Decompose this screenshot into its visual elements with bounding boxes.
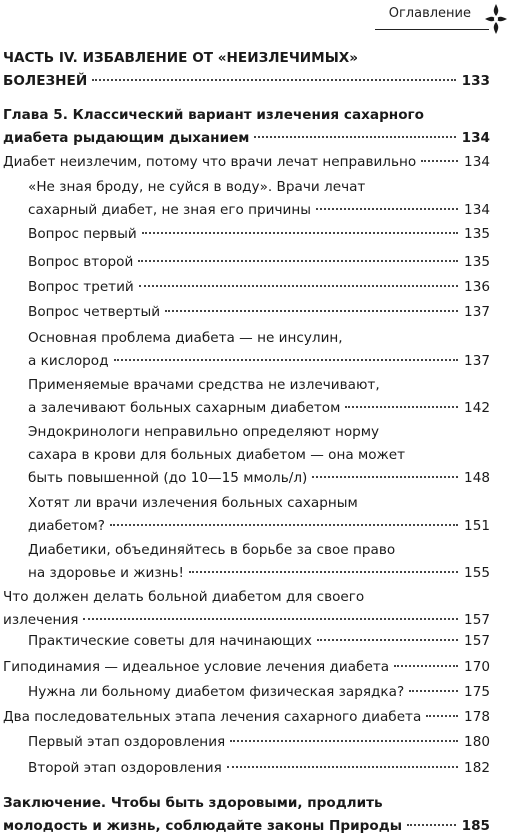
toc-entry-text: сахарный диабет, не зная его причины (28, 202, 311, 218)
toc-entry-line (3, 706, 490, 729)
toc-entry-text: БОЛЕЗНЕЙ (3, 73, 88, 89)
toc-entry (28, 421, 490, 490)
dot-leader (138, 259, 458, 262)
dot-leader (254, 135, 455, 138)
toc-entry-line (3, 586, 490, 609)
toc-entry-text: излечения (3, 612, 79, 628)
dot-leader (345, 405, 458, 408)
toc-entry-line (3, 609, 490, 632)
toc-entry-text: Нужна ли больному диабетом физическая зарядка? (28, 684, 405, 700)
toc-page-number: 134 (464, 154, 490, 170)
dot-leader (421, 159, 458, 162)
toc-entry-line (28, 397, 490, 420)
dot-leader (317, 638, 458, 641)
toc-entry-line (28, 421, 490, 444)
toc-entry-text: Применяемые врачами средства не излечивают, (28, 377, 380, 393)
dot-leader (230, 739, 458, 742)
toc-entry-text: Эндокринологи неправильно определяют норму (28, 424, 380, 440)
toc-entry (3, 706, 490, 729)
toc-entry-text: на здоровье и жизнь! (28, 565, 184, 581)
toc-entry (28, 681, 490, 704)
toc-entry-text: Вопрос четвертый (28, 304, 161, 320)
toc-entry-line (28, 681, 490, 704)
toc-page-number: 136 (464, 279, 490, 295)
toc-entry-line (28, 757, 490, 780)
toc-entry (3, 151, 490, 174)
toc-entry (3, 586, 490, 632)
dot-leader (110, 523, 458, 526)
toc-entry-line (3, 127, 490, 150)
toc-entry-line (28, 731, 490, 754)
toc-entry-text: Два последовательных этапа лечения сахарного диабета (3, 709, 422, 725)
toc-entry-line (28, 562, 490, 585)
fleuron-ornament-icon (483, 2, 509, 36)
toc-entry (28, 630, 490, 653)
dot-leader (114, 358, 459, 361)
toc-entry-text: Заключение. Чтобы быть здоровыми, продлить (3, 795, 383, 811)
toc-entry-text: а залечивают больных сахарным диабетом (28, 400, 341, 416)
toc-entry-line (3, 104, 490, 127)
toc-entry (3, 104, 490, 150)
dot-leader (142, 231, 458, 234)
toc-entry-line (28, 327, 490, 350)
toc-entry (28, 731, 490, 754)
toc-entry-text: Вопрос третий (28, 279, 134, 295)
toc-page-number: 134 (461, 130, 490, 146)
toc-entry-text: «Не зная броду, не суйся в воду». Врачи лечат (28, 179, 366, 195)
toc-entry-text: Хотят ли врачи излечения больных сахарным (28, 495, 358, 511)
dot-leader (426, 714, 458, 717)
toc-page-number: 155 (464, 565, 490, 581)
toc-entry-line (28, 301, 490, 324)
toc-page-number: 178 (464, 709, 490, 725)
dot-leader (189, 570, 458, 573)
toc-entry-line (28, 492, 490, 515)
toc-entry-line (3, 70, 490, 93)
dot-leader (83, 617, 458, 620)
toc-entry (28, 301, 490, 324)
toc-entry-text: Диабетики, объединяйтесь в борьбе за свое право (28, 542, 396, 558)
toc-entry-line (28, 350, 490, 373)
toc-page-number: 135 (464, 226, 490, 242)
toc-entry-line (28, 539, 490, 562)
dot-leader (227, 765, 458, 768)
dot-leader (139, 284, 458, 287)
toc-entry-line (28, 223, 490, 246)
dot-leader (407, 823, 456, 826)
toc-entry (3, 792, 490, 838)
toc-entry-text: сахара в крови для больных диабетом — она может (28, 447, 406, 463)
toc-entry-line (28, 199, 490, 222)
dot-leader (409, 689, 458, 692)
toc-entry (28, 251, 490, 274)
toc-entry (28, 327, 490, 373)
toc-entry (28, 276, 490, 299)
toc-entry (3, 47, 490, 93)
toc-page-number: 185 (461, 818, 490, 834)
toc-page-number: 182 (464, 760, 490, 776)
toc-entry-line (28, 630, 490, 653)
toc-entry-text: Диабет неизлечим, потому что врачи лечат неправильно (3, 154, 417, 170)
toc-entry-text: Первый этап оздоровления (28, 734, 226, 750)
toc-page-number: 142 (464, 400, 490, 416)
toc-page-number: 135 (464, 254, 490, 270)
toc-entry-text: Второй этап оздоровления (28, 760, 222, 776)
toc-page-number: 170 (464, 659, 490, 675)
toc-entry-line (3, 792, 490, 815)
toc-entry-line (28, 176, 490, 199)
toc-entry-line (3, 47, 490, 70)
toc-entry (28, 757, 490, 780)
toc-entry (3, 656, 490, 679)
toc-entry-text: Практические советы для начинающих (28, 633, 312, 649)
toc-entry (28, 374, 490, 420)
toc-entry (28, 539, 490, 585)
toc-entry-text: Гиподинамия — идеальное условие лечения диабета (3, 659, 390, 675)
toc-page-number: 180 (464, 734, 490, 750)
dot-leader (394, 664, 458, 667)
toc-entry-line (28, 276, 490, 299)
toc-page-number: 157 (464, 612, 490, 628)
toc-entry-text: Глава 5. Классический вариант излечения сахарного (3, 107, 424, 123)
toc-page-number: 157 (464, 633, 490, 649)
toc-entry (28, 223, 490, 246)
toc-page-number: 151 (464, 518, 490, 534)
running-header-title: Оглавление (388, 6, 471, 21)
toc-entry-line (28, 444, 490, 467)
toc-entry-text: Вопрос второй (28, 254, 134, 270)
toc-entry-text: быть повышенной (до 10—15 ммоль/л) (28, 470, 308, 486)
dot-leader (165, 309, 458, 312)
toc-entry-line (28, 251, 490, 274)
toc-page-number: 133 (461, 73, 490, 89)
toc-entry-text: диабета рыдающим дыханием (3, 130, 250, 146)
toc-entry-text: а кислород (28, 353, 109, 369)
toc-entry (28, 176, 490, 222)
toc-entry-line (3, 815, 490, 838)
toc-entry-text: молодость и жизнь, соблюдайте законы Природы (3, 818, 403, 834)
toc-page-number: 137 (464, 353, 490, 369)
toc-entry (28, 492, 490, 538)
dot-leader (316, 207, 458, 210)
toc-entry-line (28, 515, 490, 538)
toc-entry-text: ЧАСТЬ IV. ИЗБАВЛЕНИЕ ОТ «НЕИЗЛЕЧИМЫХ» (3, 50, 359, 66)
toc-entry-line (3, 151, 490, 174)
toc-page-number: 134 (464, 202, 490, 218)
page-header (0, 0, 511, 34)
dot-leader (312, 475, 458, 478)
toc-page-number: 137 (464, 304, 490, 320)
toc-entry-line (3, 656, 490, 679)
toc-page-number: 148 (464, 470, 490, 486)
toc-entry-line (28, 467, 490, 490)
toc-entry-text: Основная проблема диабета — не инсулин, (28, 330, 343, 346)
toc-page-number: 175 (464, 684, 490, 700)
toc-entry-text: Что должен делать больной диабетом для своего (3, 589, 365, 605)
dot-leader (92, 78, 455, 81)
toc-entry-line (28, 374, 490, 397)
toc-entry-text: Вопрос первый (28, 226, 137, 242)
toc-entry-text: диабетом? (28, 518, 106, 534)
header-rule (375, 29, 489, 30)
